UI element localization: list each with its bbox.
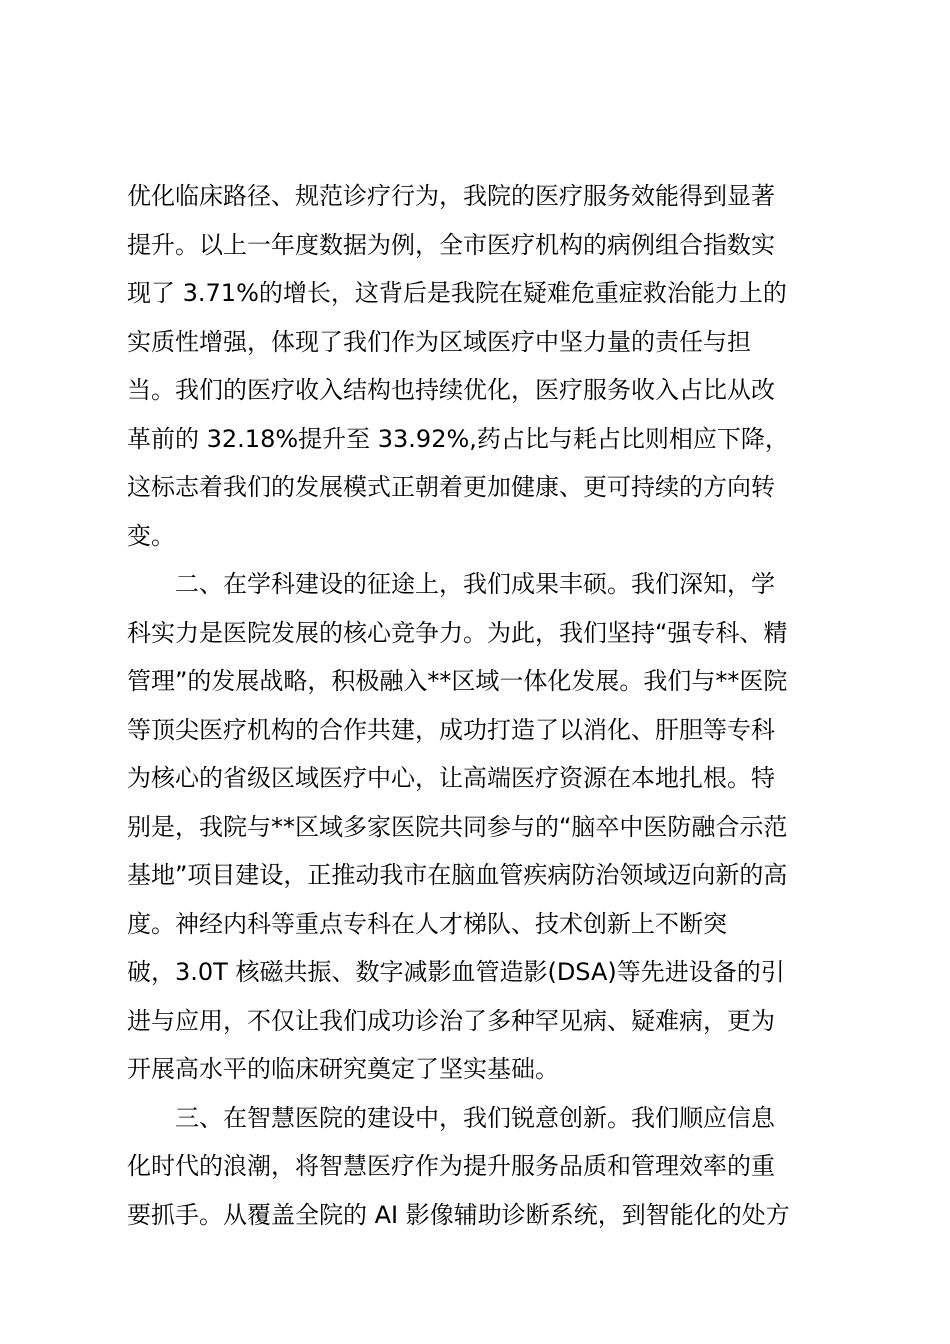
paragraph-line: 现了 3.71%的增长，这背后是我院在疑难危重症救治能力上的 [127, 279, 787, 307]
paragraph-line: 管理”的发展战略，积极融入**区域一体化发展。我们与**医院 [127, 667, 788, 695]
paragraph-line: 革前的 32.18%提升至 33.92%,药占比与耗占比则相应下降， [127, 424, 789, 453]
paragraph-line: 破，3.0T 核磁共振、数字减影血管造影(DSA)等先进设备的引 [127, 958, 785, 986]
paragraph-line: 等顶尖医疗机构的合作共建，成功打造了以消化、肝胆等专科 [127, 715, 775, 744]
paragraph-line: 这标志着我们的发展模式正朝着更加健康、更可持续的方向转 [127, 473, 775, 501]
paragraph-line: 提升。以上一年度数据为例，全市医疗机构的病例组合指数实 [127, 230, 775, 259]
paragraph-line: 为核心的省级区域医疗中心，让高端医疗资源在本地扎根。特 [127, 764, 775, 792]
paragraph-line: 变。 [127, 521, 175, 550]
paragraph-line: 科实力是医院发展的核心竞争力。为此，我们坚持“强专科、精 [127, 618, 788, 647]
paragraph-line: 要抓手。从覆盖全院的 AI 影像辅助诊断系统，到智能化的处方 [127, 1200, 790, 1229]
paragraph-line: 开展高水平的临床研究奠定了坚实基础。 [127, 1055, 559, 1083]
section-three-first-line: 三、在智慧医院的建设中，我们锐意创新。我们顺应信息 [175, 1103, 775, 1132]
paragraph-line: 优化临床路径、规范诊疗行为，我院的医疗服务效能得到显著 [127, 182, 775, 210]
paragraph-line: 度。神经内科等重点专科在人才梯队、技术创新上不断突 [127, 909, 727, 938]
document-body [127, 172, 837, 1239]
paragraph-line: 基地”项目建设，正推动我市在脑血管疾病防治领域迈向新的高 [127, 861, 788, 889]
paragraph-line: 进与应用，不仅让我们成功诊治了多种罕见病、疑难病，更为 [127, 1006, 775, 1035]
section-two-first-line: 二、在学科建设的征途上，我们成果丰硕。我们深知，学 [175, 570, 775, 598]
paragraph-line: 化时代的浪潮，将智慧医疗作为提升服务品质和管理效率的重 [127, 1152, 775, 1180]
paragraph-line: 当。我们的医疗收入结构也持续优化，医疗服务收入占比从改 [127, 376, 775, 404]
paragraph-line: 别是，我院与**区域多家医院共同参与的“脑卒中医防融合示范 [127, 812, 788, 841]
paragraph-line: 实质性增强，体现了我们作为区域医疗中坚力量的责任与担 [127, 327, 751, 356]
